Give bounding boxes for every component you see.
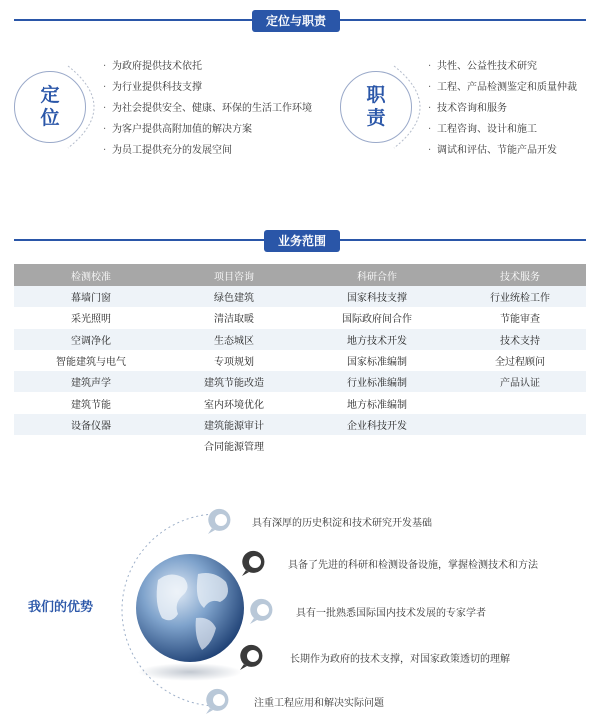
- table-cell: [14, 435, 168, 456]
- list-item: · 技术咨询和服务: [428, 98, 577, 119]
- table-cell: 室内环境优化: [168, 392, 300, 413]
- column-header: 项目咨询: [168, 264, 300, 286]
- list-item: · 为员工提供充分的发展空间: [103, 140, 312, 161]
- table-row: [14, 307, 586, 328]
- speech-bubble-icon: [248, 596, 278, 626]
- table-row: [14, 286, 586, 307]
- list-item: · 为客户提供高附加值的解决方案: [103, 119, 312, 140]
- duty-circle: [340, 71, 412, 143]
- table-row: [14, 392, 586, 413]
- table-cell: 建筑节能: [14, 392, 168, 413]
- table-cell: 节能审查: [454, 307, 586, 328]
- duty-label-1: 职: [366, 84, 386, 106]
- table-row: [14, 371, 586, 392]
- table-cell: 合同能源管理: [168, 435, 300, 456]
- advantage-item: 注重工程应用和解决实际问题: [254, 698, 384, 709]
- table-cell: 智能建筑与电气: [14, 350, 168, 371]
- speech-bubble-icon: [204, 686, 234, 716]
- table-row: [14, 435, 586, 456]
- table-row: [14, 350, 586, 371]
- duty-list: [428, 56, 577, 161]
- table-row: [14, 329, 586, 350]
- table-cell: 绿色建筑: [168, 286, 300, 307]
- advantage-item: 具有深厚的历史积淀和技术研究开发基础: [252, 518, 432, 529]
- table-cell: 国际政府间合作: [300, 307, 454, 328]
- table-cell: 技术支持: [454, 329, 586, 350]
- table-cell: [454, 435, 586, 456]
- list-item: · 调试和评估、节能产品开发: [428, 140, 577, 161]
- table-header-row: [14, 264, 586, 286]
- table-cell: 幕墙门窗: [14, 286, 168, 307]
- table-cell: 建筑能源审计: [168, 414, 300, 435]
- advantage-item: 具备了先进的科研和检测设备设施，掌握检测技术和方法: [288, 560, 538, 571]
- table-cell: 地方技术开发: [300, 329, 454, 350]
- advantages-title: 我们的优势: [28, 600, 94, 615]
- table-cell: 国家标准编制: [300, 350, 454, 371]
- positioning-label-1: 定: [40, 84, 60, 106]
- table-cell: 采光照明: [14, 307, 168, 328]
- business-scope-table: [14, 264, 586, 456]
- advantage-item: 长期作为政府的技术支撑，对国家政策透切的理解: [290, 654, 510, 665]
- column-header: 科研合作: [300, 264, 454, 286]
- list-item: · 工程咨询、设计和施工: [428, 119, 577, 140]
- table-cell: 全过程顾问: [454, 350, 586, 371]
- table-cell: 地方标准编制: [300, 392, 454, 413]
- list-item: · 为政府提供技术依托: [103, 56, 312, 77]
- column-header: 技术服务: [454, 264, 586, 286]
- duty-label-2: 责: [366, 107, 386, 129]
- speech-bubble-icon: [206, 506, 236, 536]
- table-cell: 建筑声学: [14, 371, 168, 392]
- positioning-label-2: 位: [40, 107, 60, 129]
- table-cell: [454, 414, 586, 435]
- table-cell: 空调净化: [14, 329, 168, 350]
- table-cell: 产品认证: [454, 371, 586, 392]
- table-cell: 生态城区: [168, 329, 300, 350]
- speech-bubble-icon: [240, 548, 270, 578]
- section-title-positioning: 定位与职责: [252, 10, 340, 32]
- list-item: · 为社会提供安全、健康、环保的生活工作环境: [103, 98, 312, 119]
- table-cell: [300, 435, 454, 456]
- list-item: · 工程、产品检测鉴定和质量仲裁: [428, 77, 577, 98]
- positioning-circle: [14, 71, 86, 143]
- table-cell: 清洁取暖: [168, 307, 300, 328]
- table-row: [14, 414, 586, 435]
- column-header: 检测校准: [14, 264, 168, 286]
- advantage-item: 具有一批熟悉国际国内技术发展的专家学者: [296, 608, 486, 619]
- table-cell: [454, 392, 586, 413]
- table-cell: 国家科技支撑: [300, 286, 454, 307]
- table-cell: 企业科技开发: [300, 414, 454, 435]
- list-item: · 共性、公益性技术研究: [428, 56, 577, 77]
- table-cell: 行业标准编制: [300, 371, 454, 392]
- table-cell: 建筑节能改造: [168, 371, 300, 392]
- list-item: · 为行业提供科技支撑: [103, 77, 312, 98]
- table-cell: 设备仪器: [14, 414, 168, 435]
- table-cell: 行业统检工作: [454, 286, 586, 307]
- section-title-business: 业务范围: [264, 230, 340, 252]
- table-cell: 专项规划: [168, 350, 300, 371]
- positioning-list: [103, 56, 312, 161]
- speech-bubble-icon: [238, 642, 268, 672]
